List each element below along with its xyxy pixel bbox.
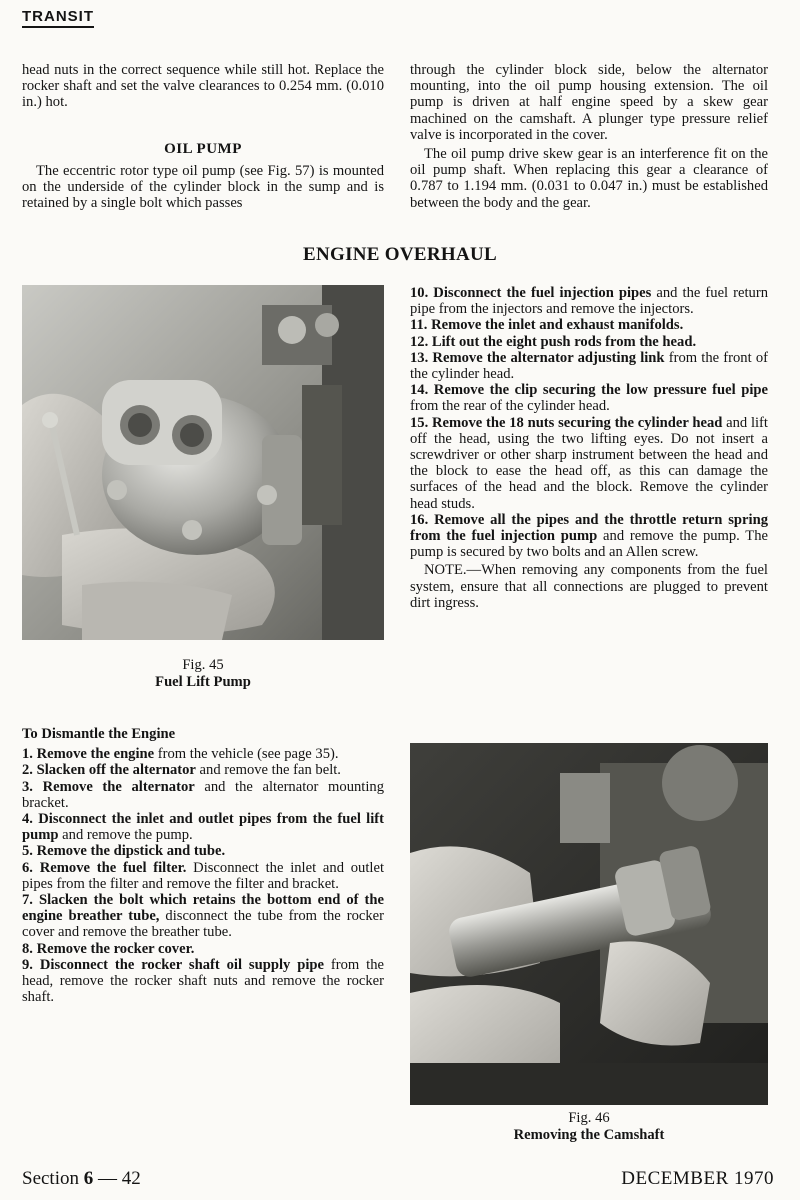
section-title: ENGINE OVERHAUL: [303, 244, 497, 265]
oil-pump-heading: OIL PUMP: [164, 140, 242, 157]
step-text: disconnect the tube from the rocker cover and remove the breather tube.: [22, 908, 385, 941]
step-item: [410, 317, 768, 333]
dismantle-steps-left: [22, 726, 384, 1005]
step-text: from the vehicle (see page 35).: [154, 746, 339, 763]
step-item: [22, 811, 384, 843]
figure-number: Fig. 45: [182, 657, 224, 673]
step-item: [410, 512, 768, 561]
step-text: and remove the fan belt.: [195, 762, 341, 779]
step-item: [22, 779, 384, 811]
step-text: and lift off the head, using the two lifting eyes. Do not insert a screwdriver or other sharp instrument between the head and the block to ease the head off, as this can damage the surfaces of the head and the block. Remove the cylinder head studs.: [410, 414, 768, 512]
dismantle-title: To Dismantle the Engine: [22, 726, 176, 742]
step-lead: 13. Remove the alternator adjusting link: [410, 349, 665, 366]
figure-45-caption: [22, 657, 384, 691]
paragraph: The oil pump drive skew gear is an interference fit on the oil pump shaft. When replacing this gear a clearance of 0.787 to 1.194 mm. (0.031 to 0.047 in.) must be established between the body and the gear.: [410, 146, 768, 211]
figure-title: Removing the Camshaft: [513, 1127, 665, 1143]
step-lead: 8. Remove the rocker cover.: [22, 940, 195, 957]
paragraph: The eccentric rotor type oil pump (see Fig. 57) is mounted on the underside of the cylinder block in the sump and is retained by a single bolt which passes: [22, 162, 384, 212]
header-brand: TRANSIT: [22, 8, 94, 28]
step-item: [22, 941, 384, 957]
step-lead: 16. Remove all the pipes and the throttle return spring from the fuel injection pump: [410, 511, 768, 545]
step-item: [22, 843, 384, 859]
footer-section-number: 6: [83, 1168, 94, 1189]
step-item: [22, 762, 384, 778]
figure-number: Fig. 46: [568, 1110, 610, 1126]
footer-section-prefix: Section: [22, 1168, 84, 1189]
step-item: [410, 350, 768, 382]
paragraph: through the cylinder block side, below the alternator mounting, into the oil pump housing extension. The oil pump is driven at half engine speed by a skew gear machined on the camshaft. A plunger type pressure relief valve is incorporated in the cover.: [410, 62, 768, 143]
dismantle-steps-right: [410, 285, 768, 611]
step-text: and the fuel return pipe from the injectors and remove the injectors.: [410, 285, 768, 318]
footer-section: [22, 1168, 141, 1190]
top-left-column: [22, 62, 384, 211]
step-lead: 3. Remove the alternator: [22, 778, 195, 795]
step-text: from the head, remove the rocker shaft nuts and remove the rocker shaft.: [22, 956, 384, 1006]
step-item: [22, 892, 384, 941]
steps-right-list: [410, 285, 768, 560]
steps-left-list: [22, 746, 384, 1005]
step-text: and remove the pump. The pump is secured by two bolts and an Allen screw.: [410, 528, 769, 561]
step-text: and remove the pump.: [58, 827, 193, 844]
step-item: [22, 860, 384, 892]
paragraph: head nuts in the correct sequence while still hot. Replace the rocker shaft and set the valve clearances to 0.254 mm. (0.010 in.) hot.: [22, 62, 384, 111]
footer-date: DECEMBER 1970: [621, 1168, 774, 1189]
step-item: [410, 415, 768, 512]
note: NOTE.—When removing any components from the fuel system, ensure that all connections are plugged to prevent dirt ingress.: [410, 562, 768, 611]
camshaft-removal-photo: [410, 743, 768, 1105]
step-lead: 14. Remove the clip securing the low pressure fuel pipe: [410, 382, 768, 399]
step-item: [22, 746, 384, 762]
step-item: [22, 957, 384, 1006]
step-lead: 5. Remove the dipstick and tube.: [22, 843, 226, 860]
step-lead: 9. Disconnect the rocker shaft oil supply pipe: [22, 956, 324, 973]
step-text: from the rear of the cylinder head.: [410, 398, 610, 415]
step-lead: 4. Disconnect the inlet and outlet pipes from the fuel lift pump: [22, 811, 384, 844]
top-right-column: [410, 62, 768, 211]
step-lead: 1. Remove the engine: [22, 746, 155, 763]
figure-46-caption: [410, 1110, 768, 1144]
step-text: from the front of the cylinder head.: [410, 349, 768, 383]
step-lead: 11. Remove the inlet and exhaust manifolds.: [410, 317, 684, 334]
step-lead: 7. Slacken the bolt which retains the bottom end of the engine breather tube,: [22, 892, 384, 925]
figure-title: Fuel Lift Pump: [155, 674, 251, 690]
footer-page: — 42: [93, 1168, 141, 1189]
step-lead: 12. Lift out the eight push rods from the head.: [410, 333, 697, 350]
step-text: and the alternator mounting bracket.: [22, 778, 384, 811]
step-item: [410, 334, 768, 350]
step-lead: 2. Slacken off the alternator: [22, 762, 196, 779]
fuel-lift-pump-photo: [22, 285, 384, 640]
step-item: [410, 382, 768, 414]
step-item: [410, 285, 768, 317]
step-lead: 15. Remove the 18 nuts securing the cylinder head: [410, 414, 723, 431]
step-lead: 6. Remove the fuel filter.: [22, 859, 187, 876]
step-lead: 10. Disconnect the fuel injection pipes: [410, 285, 652, 301]
step-text: Disconnect the inlet and outlet pipes from the filter and remove the filter and bracket.: [22, 859, 385, 892]
